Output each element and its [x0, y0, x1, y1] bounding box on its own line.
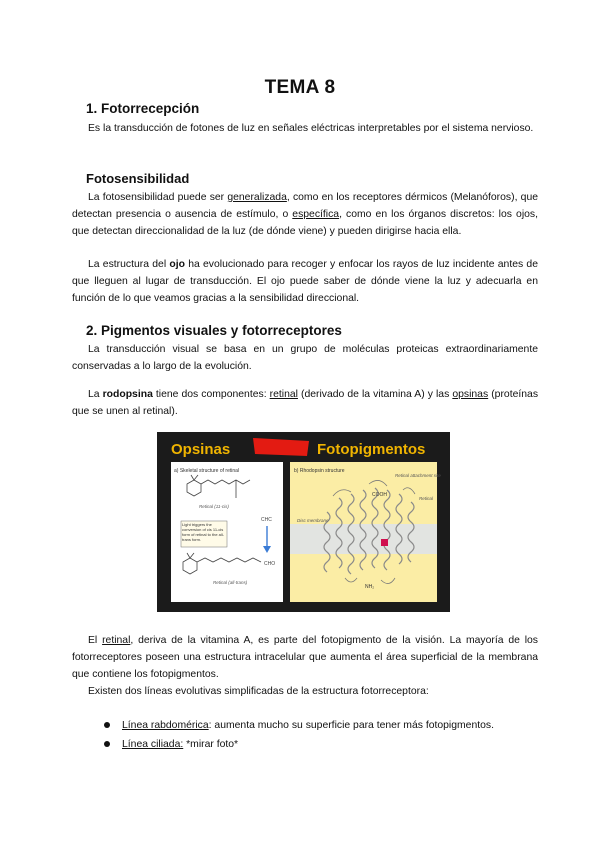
- svg-text:Retinal (11-cis): Retinal (11-cis): [199, 504, 229, 509]
- bullet-list: [104, 716, 494, 754]
- figure-title-fotopigmentos: Fotopigmentos: [317, 441, 426, 458]
- svg-text:Retinal attachment site: Retinal attachment site: [395, 473, 441, 478]
- figure-title-opsinas: Opsinas: [171, 441, 231, 458]
- list-item-ciliada: Línea ciliada: *mirar foto*: [104, 735, 494, 754]
- svg-text:a) Skeletal structure of reti: a) Skeletal structure of retinal: [174, 468, 240, 474]
- svg-text:CHC: CHC: [261, 517, 272, 523]
- svg-text:NH₂: NH₂: [365, 584, 375, 590]
- opsinas-fotopigmentos-figure: [157, 432, 450, 612]
- page-title: TEMA 8: [264, 77, 336, 98]
- svg-text:COOH: COOH: [372, 492, 387, 498]
- svg-text:CHO: CHO: [264, 561, 276, 567]
- paragraph-rodopsina: La rodopsina tiene dos componentes: retinal (derivado de la vitamina A) y las opsinas (proteínas que se unen al retinal).: [72, 389, 539, 417]
- paragraph-lineas-evolutivas: Existen dos líneas evolutivas simplificadas de la estructura fotorreceptora:: [88, 686, 429, 697]
- paragraph-fotosensibilidad-1: La fotosensibilidad puede ser generalizada, como en los receptores dérmicos (Melanóforos), que detectan presencia o ausencia de estímulo, o específica, como en los órganos discretos: los ojos, que detectan direccionalidad de la luz (de dónde viene) y pueden dirigirse hacia ella.: [72, 192, 538, 237]
- paragraph-fotosensibilidad-2: La estructura del ojo ha evolucionado para recoger y enfocar los rayos de luz incidente antes de que lleguen al lugar de transducción. El ojo puede saber de dónde viene la luz y adecuarla en función de lo que veamos gracias a la sensibilidad direccional.: [72, 259, 538, 304]
- paragraph-pigmentos-1: La transducción visual se basa en un grupo de moléculas proteicas extraordinariamente conservadas a lo largo de la evolución.: [72, 344, 538, 372]
- heading-fotorrecepcion: 1. Fotorrecepción: [86, 101, 200, 116]
- heading-pigmentos: 2. Pigmentos visuales y fotorreceptores: [86, 323, 342, 338]
- list-item-rabdomerica: Línea rabdomérica: aumenta mucho su superficie para tener más fotopigmentos.: [104, 716, 494, 735]
- svg-text:b) Rhodopsin structure: b) Rhodopsin structure: [294, 468, 345, 474]
- paragraph-retinal: El retinal, deriva de la vitamina A, es parte del fotopigmento de la visión. La mayoría de los fotorreceptores poseen una estructura intracelular que aumenta el área superficial de la membrana que contiene los fotopigmentos.: [72, 635, 538, 680]
- paragraph-fotorrecepcion: Es la transducción de fotones de luz en señales eléctricas interpretables por el sistema nervioso.: [88, 123, 534, 134]
- svg-text:Retinal (all-trans): Retinal (all-trans): [213, 580, 248, 585]
- svg-text:Retinal: Retinal: [419, 496, 434, 501]
- red-flag-shape: [253, 438, 309, 456]
- svg-text:Disc membrane: Disc membrane: [297, 518, 329, 523]
- light-trigger-note: Light triggers the conversion of cis 11-cis form of retinal to the all-trans form.: [182, 522, 225, 542]
- retinal-attachment-mark: [381, 539, 388, 546]
- heading-fotosensibilidad: Fotosensibilidad: [86, 171, 190, 186]
